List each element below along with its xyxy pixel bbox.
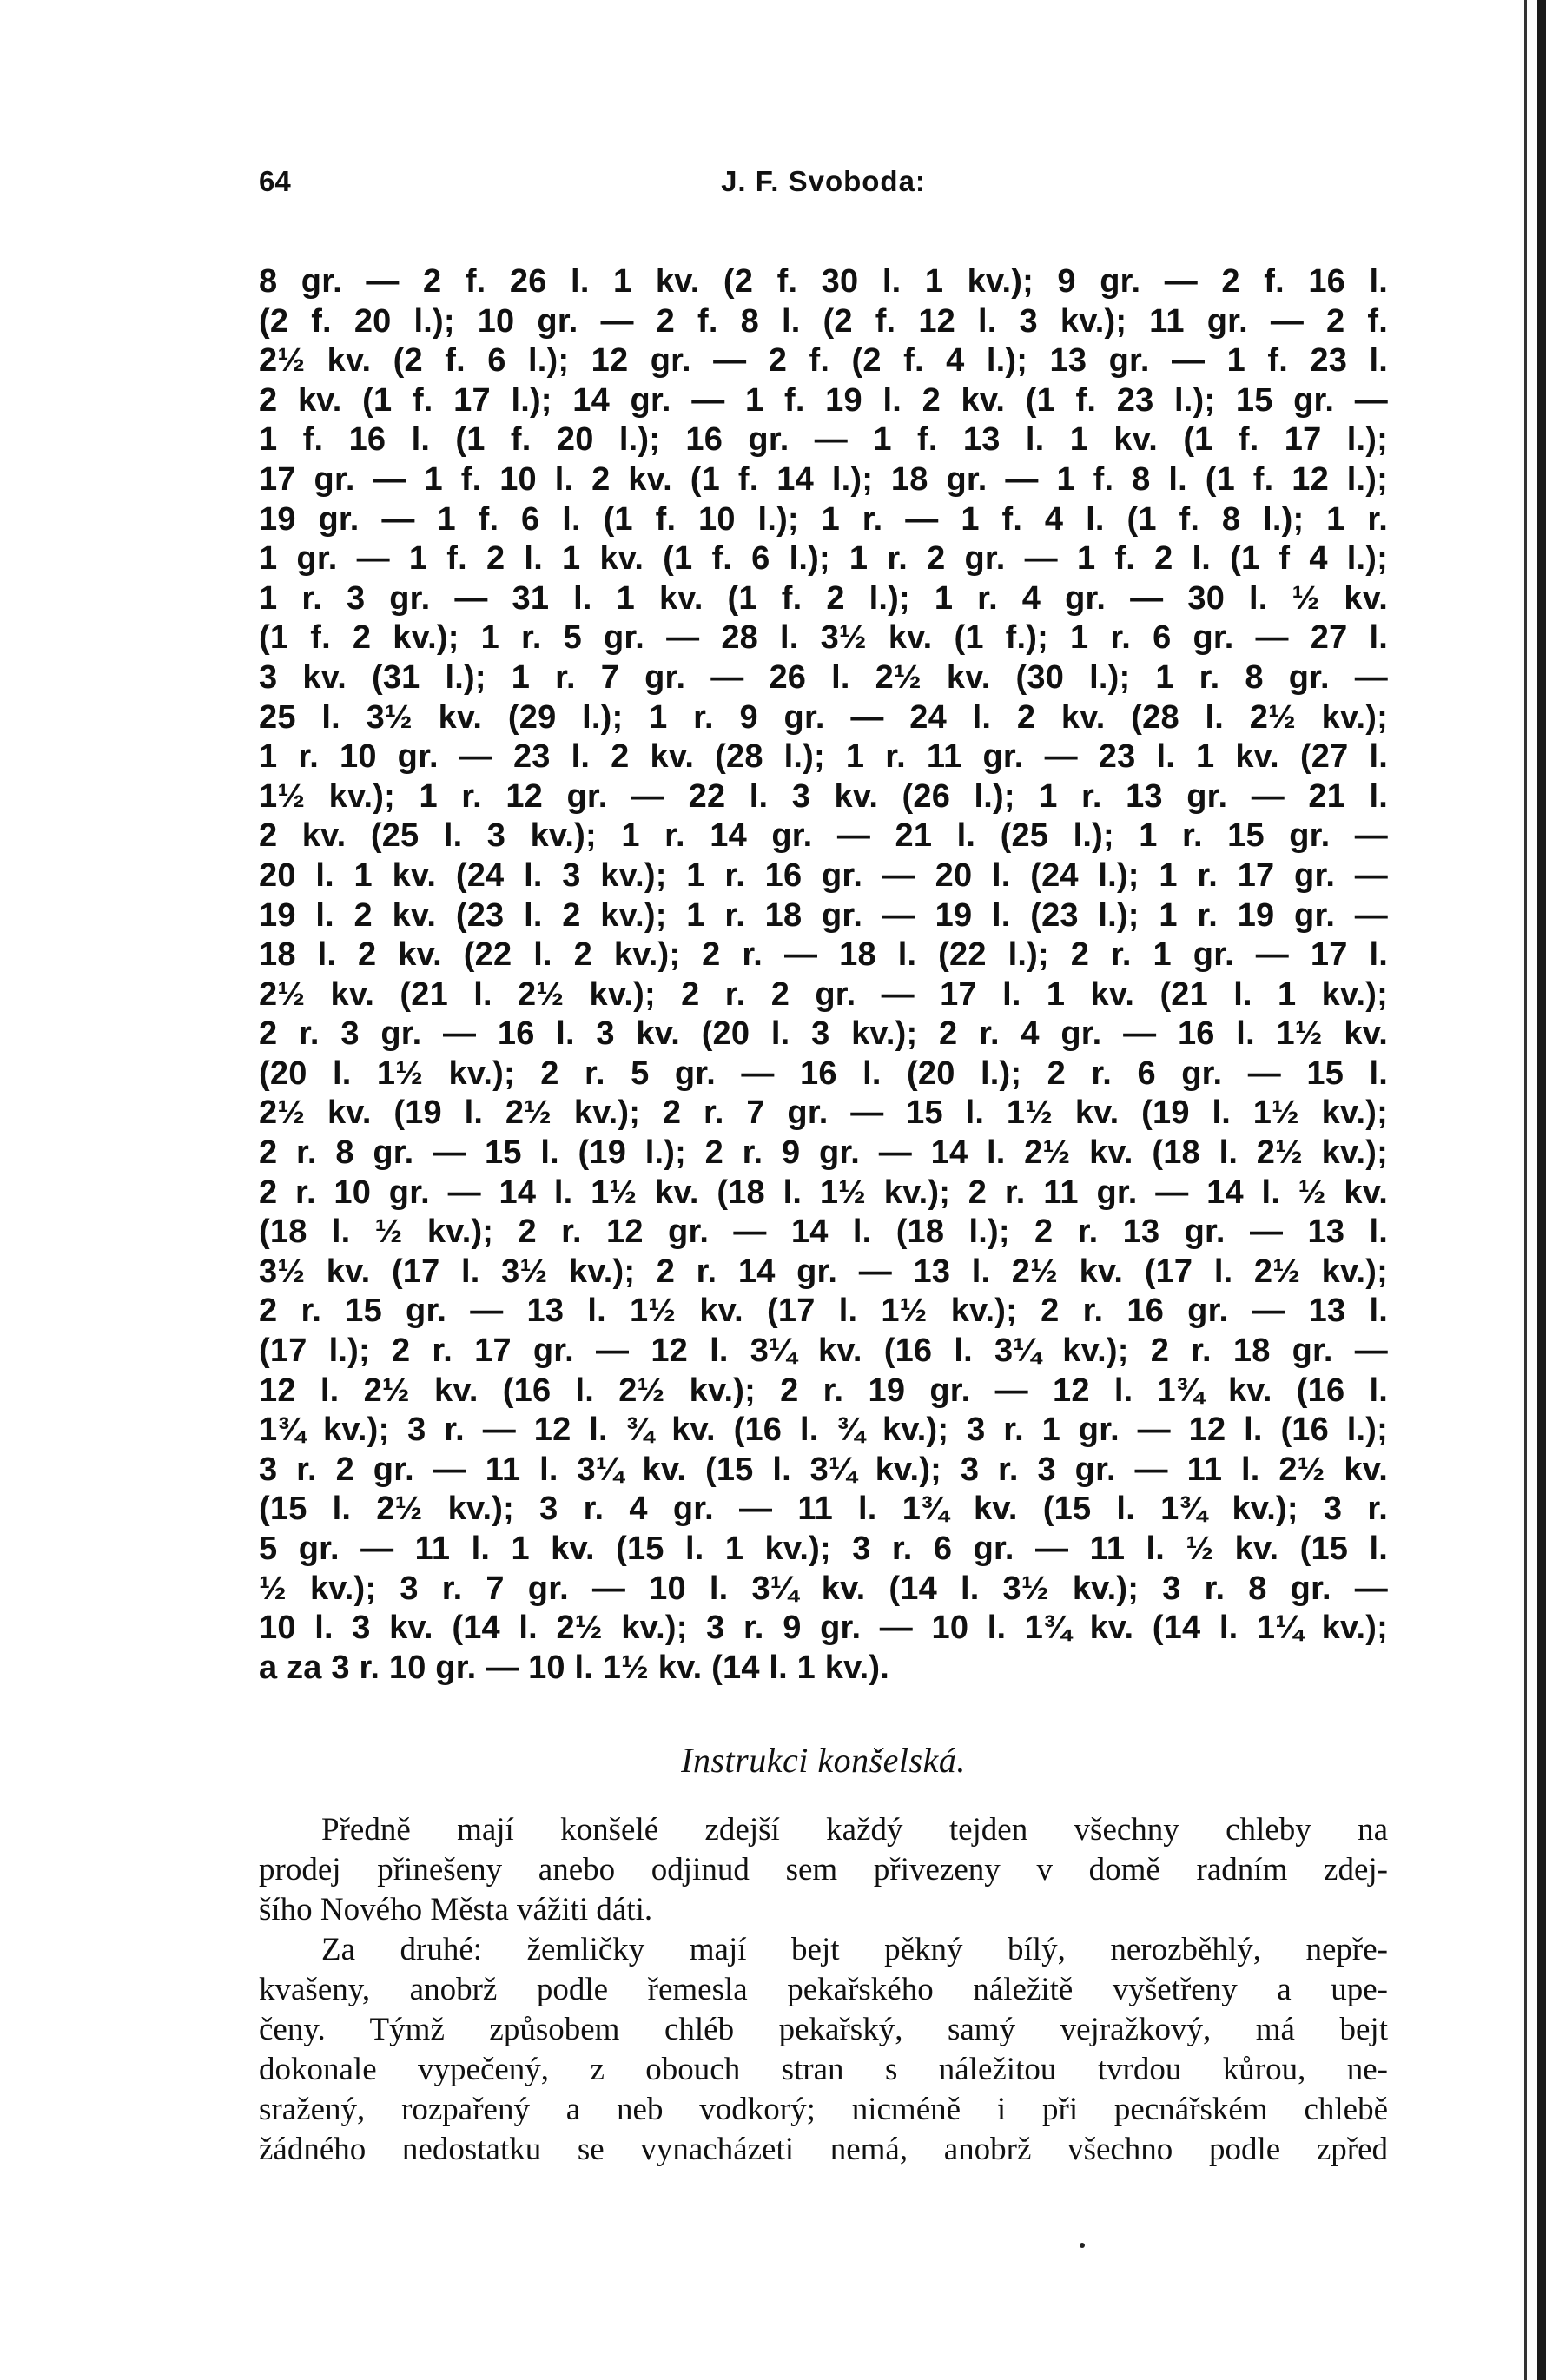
tariff-line: 20 l. 1 kv. (24 l. 3 kv.); 1 r. 16 gr. — 20 l. (24 l.); 1 r. 17 gr. — [259,856,1388,894]
tariff-line: 10 l. 3 kv. (14 l. 2½ kv.); 3 r. 9 gr. — 10 l. 1¾ kv. (14 l. 1¼ kv.); [259,1610,1388,1647]
tariff-line: 2 r. 3 gr. — 16 l. 3 kv. (20 l. 3 kv.); 2 r. 4 gr. — 16 l. 1½ kv. [259,1015,1388,1053]
body-line: Za druhé: žemličky mají bejt pěkný bílý, nerozběhlý, nepře- [321,1932,1388,1968]
body-line: Předně mají konšelé zdejší každý tejden všechny chleby na [321,1812,1388,1848]
instruction-paragraphs [259,1810,1388,2170]
tariff-line: (15 l. 2½ kv.); 3 r. 4 gr. — 11 l. 1¾ kv. (15 l. 1¾ kv.); 3 r. [259,1491,1388,1528]
scan-edge-line [1524,0,1527,2380]
tariff-line: ½ kv.); 3 r. 7 gr. — 10 l. 3¼ kv. (14 l. 3½ kv.); 3 r. 8 gr. — [259,1570,1388,1607]
body-line: žádného nedostatku se vynacházeti nemá, anobrž všechno podle zpřed [259,2132,1388,2168]
body-line: dokonale vypečený, z obouch stran s náležitou tvrdou kůrou, ne- [259,2052,1388,2088]
page-number: 64 [259,165,291,197]
tariff-line: 3½ kv. (17 l. 3½ kv.); 2 r. 14 gr. — 13 l. 2½ kv. (17 l. 2½ kv.); [259,1253,1388,1290]
tariff-line: 2 r. 15 gr. — 13 l. 1½ kv. (17 l. 1½ kv.); 2 r. 16 gr. — 13 l. [259,1292,1388,1330]
tariff-line: 1 gr. — 1 f. 2 l. 1 kv. (1 f. 6 l.); 1 r. 2 gr. — 1 f. 2 l. (1 f 4 l.); [259,540,1388,578]
tariff-line: 8 gr. — 2 f. 26 l. 1 kv. (2 f. 30 l. 1 kv.); 9 gr. — 2 f. 16 l. [259,263,1388,300]
tariff-line: 2½ kv. (2 f. 6 l.); 12 gr. — 2 f. (2 f. 4 l.); 13 gr. — 1 f. 23 l. [259,342,1388,380]
print-speck [1080,2243,1085,2248]
tariff-line: 25 l. 3½ kv. (29 l.); 1 r. 9 gr. — 24 l. 2 kv. (28 l. 2½ kv.); [259,698,1388,736]
tariff-line: a za 3 r. 10 gr. — 10 l. 1½ kv. (14 l. 1 kv.). [259,1649,889,1686]
scan-edge-right [1537,0,1546,2380]
tariff-line: 12 l. 2½ kv. (16 l. 2½ kv.); 2 r. 19 gr. — 12 l. 1¾ kv. (16 l. [259,1372,1388,1409]
price-tariff-paragraph [259,262,1388,1688]
section-title: Instrukci konšelská. [681,1741,966,1781]
tariff-line: (1 f. 2 kv.); 1 r. 5 gr. — 28 l. 3½ kv. (1 f.); 1 r. 6 gr. — 27 l. [259,619,1388,657]
tariff-line: 19 l. 2 kv. (23 l. 2 kv.); 1 r. 18 gr. — 19 l. (23 l.); 1 r. 19 gr. — [259,896,1388,934]
body-line: sražený, rozpařený a neb vodkorý; nicméně i při pecnářském chlebě [259,2092,1388,2128]
tariff-line: (17 l.); 2 r. 17 gr. — 12 l. 3¼ kv. (16 l. 3¼ kv.); 2 r. 18 gr. — [259,1332,1388,1370]
tariff-line: 17 gr. — 1 f. 10 l. 2 kv. (1 f. 14 l.); 18 gr. — 1 f. 8 l. (1 f. 12 l.); [259,460,1388,498]
page-header [259,165,1388,217]
body-line: čeny. Týmž způsobem chléb pekařský, samý vejražkový, má bejt [259,2012,1388,2048]
tariff-line: 2 kv. (1 f. 17 l.); 14 gr. — 1 f. 19 l. 2 kv. (1 f. 23 l.); 15 gr. — [259,381,1388,419]
body-line: kvašeny, anobrž podle řemesla pekařského náležitě vyšetřeny a upe- [259,1972,1388,2008]
tariff-line: 2½ kv. (19 l. 2½ kv.); 2 r. 7 gr. — 15 l. 1½ kv. (19 l. 1½ kv.); [259,1094,1388,1132]
tariff-line: 3 kv. (31 l.); 1 r. 7 gr. — 26 l. 2½ kv. (30 l.); 1 r. 8 gr. — [259,658,1388,696]
tariff-line: 2 r. 8 gr. — 15 l. (19 l.); 2 r. 9 gr. — 14 l. 2½ kv. (18 l. 2½ kv.); [259,1134,1388,1172]
tariff-line: 2 r. 10 gr. — 14 l. 1½ kv. (18 l. 1½ kv.); 2 r. 11 gr. — 14 l. ½ kv. [259,1173,1388,1211]
body-line: šího Nového Města vážiti dáti. [259,1892,653,1928]
body-line: prodej přinešeny anebo odjinud sem přivezeny v domě radním zdej- [259,1852,1388,1888]
running-head: J. F. Svoboda: [721,165,926,197]
tariff-line: 1¾ kv.); 3 r. — 12 l. ¾ kv. (16 l. ¾ kv.); 3 r. 1 gr. — 12 l. (16 l.); [259,1411,1388,1449]
tariff-line: 5 gr. — 11 l. 1 kv. (15 l. 1 kv.); 3 r. 6 gr. — 11 l. ½ kv. (15 l. [259,1530,1388,1567]
tariff-line: (20 l. 1½ kv.); 2 r. 5 gr. — 16 l. (20 l.); 2 r. 6 gr. — 15 l. [259,1054,1388,1092]
tariff-line: (18 l. ½ kv.); 2 r. 12 gr. — 14 l. (18 l.); 2 r. 13 gr. — 13 l. [259,1213,1388,1251]
tariff-line: (2 f. 20 l.); 10 gr. — 2 f. 8 l. (2 f. 12 l. 3 kv.); 11 gr. — 2 f. [259,302,1388,340]
tariff-line: 18 l. 2 kv. (22 l. 2 kv.); 2 r. — 18 l. (22 l.); 2 r. 1 gr. — 17 l. [259,936,1388,974]
tariff-line: 3 r. 2 gr. — 11 l. 3¼ kv. (15 l. 3¼ kv.); 3 r. 3 gr. — 11 l. 2½ kv. [259,1451,1388,1488]
tariff-line: 1 f. 16 l. (1 f. 20 l.); 16 gr. — 1 f. 13 l. 1 kv. (1 f. 17 l.); [259,421,1388,459]
tariff-line: 1 r. 3 gr. — 31 l. 1 kv. (1 f. 2 l.); 1 r. 4 gr. — 30 l. ½ kv. [259,579,1388,617]
tariff-line: 2½ kv. (21 l. 2½ kv.); 2 r. 2 gr. — 17 l. 1 kv. (21 l. 1 kv.); [259,975,1388,1013]
tariff-line: 1 r. 10 gr. — 23 l. 2 kv. (28 l.); 1 r. 11 gr. — 23 l. 1 kv. (27 l. [259,738,1388,776]
tariff-line: 1½ kv.); 1 r. 12 gr. — 22 l. 3 kv. (26 l.); 1 r. 13 gr. — 21 l. [259,777,1388,815]
tariff-line: 19 gr. — 1 f. 6 l. (1 f. 10 l.); 1 r. — 1 f. 4 l. (1 f. 8 l.); 1 r. [259,500,1388,538]
book-page [259,165,1388,2170]
tariff-line: 2 kv. (25 l. 3 kv.); 1 r. 14 gr. — 21 l. (25 l.); 1 r. 15 gr. — [259,817,1388,855]
